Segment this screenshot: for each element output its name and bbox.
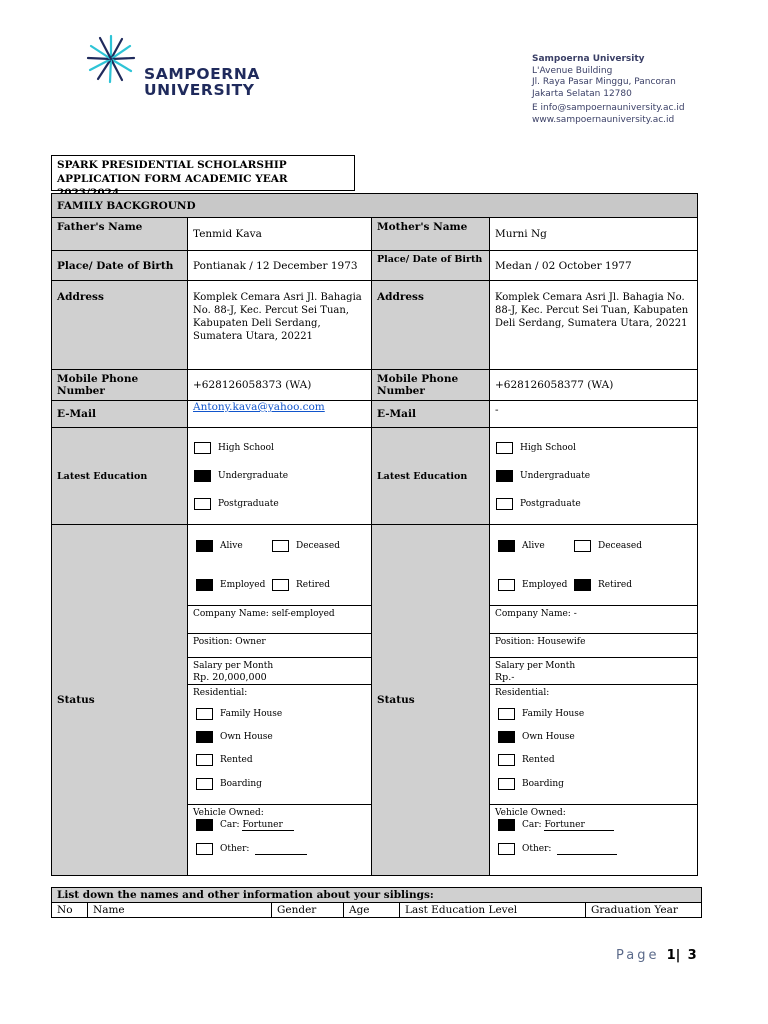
mother-name-value: Murni Ng — [490, 218, 698, 251]
mother-vehicle-car[interactable]: Car: Fortuner — [495, 818, 692, 832]
mother-position: Position: Housewife — [490, 633, 697, 657]
checkbox-checked-icon[interactable] — [196, 819, 213, 831]
father-vehicle-car[interactable]: Car: Fortuner — [193, 818, 366, 832]
father-address-value: Komplek Cemara Asri Jl. Bahagia No. 88-J, Kec. Percut Sei Tuan, Kabupaten Deli Serdang, Sumatera Utara, 20221 — [188, 281, 372, 370]
father-vehicle-other[interactable]: Other: — [193, 832, 366, 866]
page-total: 3 — [687, 948, 697, 963]
father-dob-value: Pontianak / 12 December 1973 — [188, 251, 372, 281]
checkbox-checked-icon[interactable] — [496, 470, 513, 482]
mother-status-label: Status — [372, 525, 490, 876]
mother-residential-label: Residential: — [495, 688, 550, 698]
father-edu-highschool[interactable]: High School — [194, 434, 366, 462]
father-dob-label: Place/ Date of Birth — [52, 251, 188, 281]
father-education-label: Latest Education — [52, 428, 188, 525]
mother-name-label: Mother's Name — [372, 218, 490, 251]
mother-email-value: - — [490, 401, 698, 428]
mother-res-boarding[interactable]: Boarding — [495, 772, 692, 796]
father-name-label: Father's Name — [52, 218, 188, 251]
starburst-logo-icon — [86, 34, 136, 84]
mother-mobile-value: +628126058377 (WA) — [490, 370, 698, 401]
checkbox-icon[interactable] — [498, 754, 515, 766]
logo-text-line1: SAMPOERNA — [144, 65, 261, 83]
mother-employed-checkbox[interactable] — [498, 579, 515, 591]
father-address-label: Address — [52, 281, 188, 370]
siblings-col-no: No — [52, 903, 88, 918]
checkbox-icon[interactable] — [498, 843, 515, 855]
checkbox-icon[interactable] — [194, 442, 211, 454]
mother-res-family[interactable]: Family House — [495, 702, 692, 726]
father-email-link[interactable]: Antony.kava@yahoo.com — [193, 401, 325, 413]
checkbox-icon[interactable] — [498, 778, 515, 790]
mother-vehicle-label: Vehicle Owned: — [495, 808, 566, 818]
father-alive-checkbox[interactable] — [196, 540, 213, 552]
form-title-line2: APPLICATION FORM ACADEMIC YEAR — [57, 173, 288, 185]
mother-company: Company Name: - — [490, 605, 697, 633]
father-deceased-checkbox[interactable] — [272, 540, 289, 552]
checkbox-icon[interactable] — [496, 442, 513, 454]
father-res-rented[interactable]: Rented — [193, 748, 366, 772]
page-number — [616, 948, 697, 963]
page-separator: | — [675, 948, 681, 963]
address-email: E info@sampoernauniversity.ac.id — [532, 103, 685, 114]
father-position: Position: Owner — [188, 633, 371, 657]
mother-email-label: E-Mail — [372, 401, 490, 428]
checkbox-icon[interactable] — [496, 498, 513, 510]
mother-edu-postgraduate[interactable]: Postgraduate — [496, 490, 692, 518]
father-employed-checkbox[interactable] — [196, 579, 213, 591]
father-residential-label: Residential: — [193, 688, 248, 698]
logo-text-line2: UNIVERSITY — [144, 81, 255, 99]
father-retired-checkbox[interactable] — [272, 579, 289, 591]
siblings-col-age: Age — [344, 903, 400, 918]
siblings-col-education: Last Education Level — [400, 903, 586, 918]
father-edu-postgraduate[interactable]: Postgraduate — [194, 490, 366, 518]
mother-education-label: Latest Education — [372, 428, 490, 525]
mother-res-rented[interactable]: Rented — [495, 748, 692, 772]
checkbox-checked-icon[interactable] — [498, 819, 515, 831]
mother-res-own[interactable]: Own House — [495, 726, 692, 748]
page-word: Page — [616, 948, 660, 963]
siblings-heading: List down the names and other information about your siblings: — [52, 888, 702, 903]
address-website: www.sampoernauniversity.ac.id — [532, 114, 675, 125]
university-logo — [86, 34, 286, 104]
mother-dob-value: Medan / 02 October 1977 — [490, 251, 698, 281]
father-vehicle-label: Vehicle Owned: — [193, 808, 264, 818]
address-street: Jl. Raya Pasar Minggu, Pancoran — [532, 77, 676, 88]
section-heading: FAMILY BACKGROUND — [52, 194, 698, 218]
form-title-line1: SPARK PRESIDENTIAL SCHOLARSHIP — [57, 159, 287, 171]
father-res-own[interactable]: Own House — [193, 726, 366, 748]
mother-edu-highschool[interactable]: High School — [496, 434, 692, 462]
mother-mobile-label: Mobile Phone Number — [372, 370, 490, 401]
mother-address-label: Address — [372, 281, 490, 370]
father-name-value: Tenmid Kava — [188, 218, 372, 251]
siblings-table — [51, 887, 702, 918]
checkbox-icon[interactable] — [196, 708, 213, 720]
address-name: Sampoerna University — [532, 54, 645, 64]
father-company: Company Name: self-employed — [188, 605, 371, 633]
page-current: 1 — [666, 948, 676, 963]
checkbox-icon[interactable] — [498, 708, 515, 720]
father-mobile-label: Mobile Phone Number — [52, 370, 188, 401]
checkbox-icon[interactable] — [196, 754, 213, 766]
mother-address-value: Komplek Cemara Asri Jl. Bahagia No. 88-J, Kec. Percut Sei Tuan, Kabupaten Deli Serdang, Sumatera Utara, 20221 — [490, 281, 698, 370]
mother-salary-label: Salary per Month — [495, 661, 576, 671]
siblings-col-graduation: Graduation Year — [586, 903, 702, 918]
father-res-family[interactable]: Family House — [193, 702, 366, 726]
checkbox-icon[interactable] — [196, 843, 213, 855]
address-building: L'Avenue Building — [532, 65, 613, 76]
family-background-table: FAMILY BACKGROUND Father's Name Tenmid Kava Mother's Name Murni Ng Place/ Date of Birth Pontianak / 12 December 1973 Place/ Date of Birth Medan / 02 October 1977 Address Komplek Cemara Asri Jl. Bahagia No. 88-J, Kec. Percut Sei Tuan, Kabupaten Deli Serdang, Sumatera Utara, 20221 Address Komplek Cemara Asri Jl. Bahagia No. 88-J, Kec. Percut Sei Tuan, Kabupaten Deli Serdang, Sumatera Utara, 20221 Mobile Phone Number +628126058373 (WA) Mobile Phone Number +628126058377 (WA) E-Mail Antony.kava@yahoo.com E-Mail - Latest Education High School Undergraduate Postgraduate Latest Education High School Undergraduate Postgraduate Status Alive Deceased Employed Retired Company Name: self-employed Position: Owner Salary per Month Rp. 20,000,000 Residential: Family House Own House Rented Boarding Vehicle Owned: Car: Fortuner Other: Status Alive Deceased Employed Retired Company Name: - Position: Housewife Salary per Month Rp.- Residential: Family House Own House Rented Boarding Vehicle Owned: Car: Fortuner Other: — [51, 193, 698, 876]
mother-deceased-checkbox[interactable] — [574, 540, 591, 552]
checkbox-checked-icon[interactable] — [196, 731, 213, 743]
father-mobile-value: +628126058373 (WA) — [188, 370, 372, 401]
father-email-label: E-Mail — [52, 401, 188, 428]
father-salary-label: Salary per Month — [193, 661, 274, 671]
address-city: Jakarta Selatan 12780 — [532, 88, 632, 99]
mother-edu-undergraduate[interactable]: Undergraduate — [496, 462, 692, 490]
father-edu-undergraduate[interactable]: Undergraduate — [194, 462, 366, 490]
checkbox-icon[interactable] — [194, 498, 211, 510]
mother-alive-checkbox[interactable] — [498, 540, 515, 552]
mother-retired-checkbox[interactable] — [574, 579, 591, 591]
mother-dob-label: Place/ Date of Birth — [372, 251, 490, 281]
father-res-boarding[interactable]: Boarding — [193, 772, 366, 796]
checkbox-icon[interactable] — [196, 778, 213, 790]
form-title — [51, 155, 355, 191]
checkbox-checked-icon[interactable] — [498, 731, 515, 743]
father-status-label: Status — [52, 525, 188, 876]
mother-salary-value: Rp.- — [495, 672, 515, 683]
siblings-col-gender: Gender — [272, 903, 344, 918]
university-address — [532, 54, 685, 127]
father-salary-value: Rp. 20,000,000 — [193, 672, 267, 683]
siblings-col-name: Name — [88, 903, 272, 918]
mother-vehicle-other[interactable]: Other: — [495, 832, 692, 866]
checkbox-checked-icon[interactable] — [194, 470, 211, 482]
